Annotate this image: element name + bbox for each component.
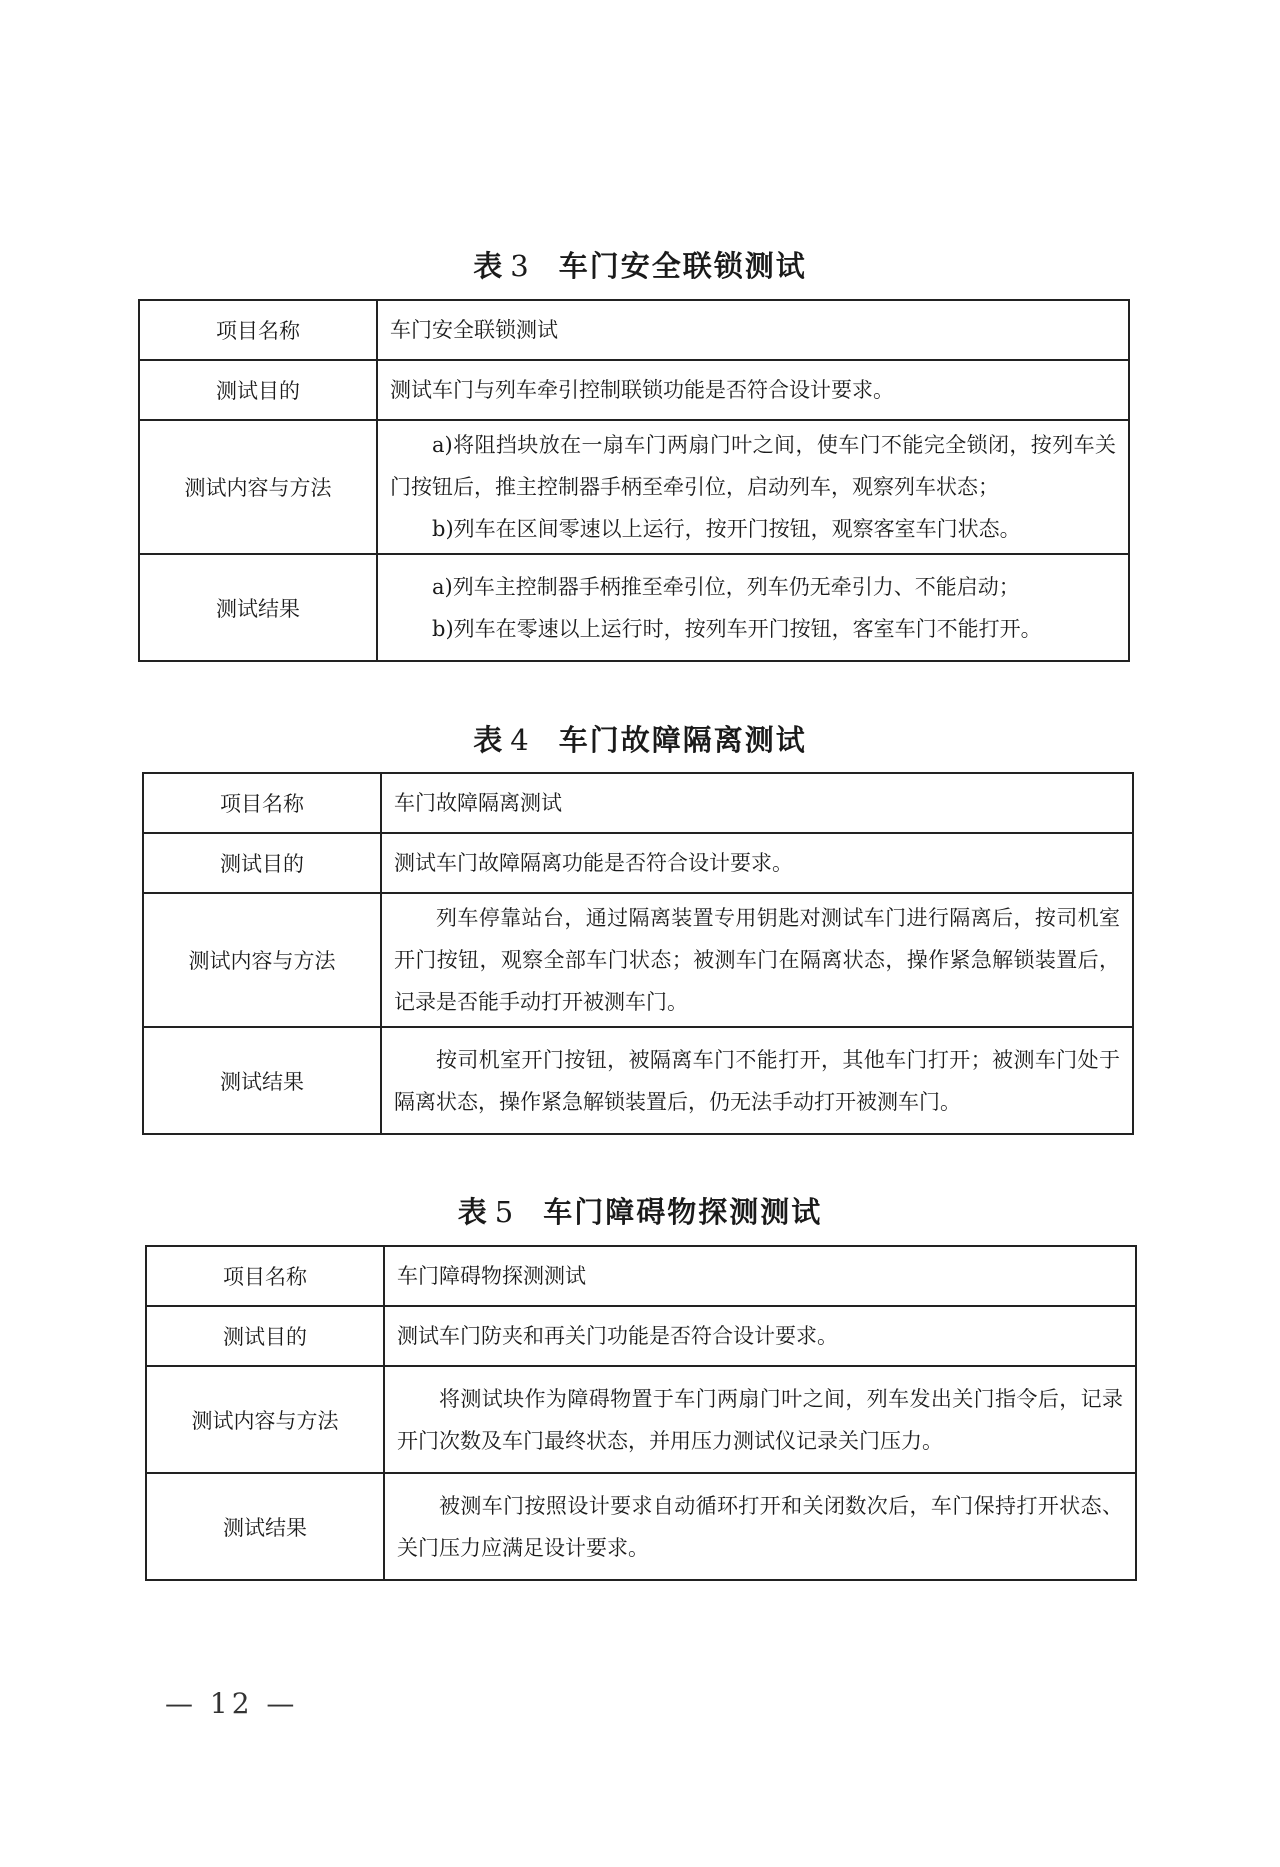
row-key: 测试内容与方法 <box>146 1366 384 1473</box>
table-label: 表 <box>457 1195 489 1229</box>
row-paragraph: 列车停靠站台，通过隔离装置专用钥匙对测试车门进行隔离后，按司机室开门按钮，观察全部车门状态；被测车门在隔离状态，操作紧急解锁装置后，记录是否能手动打开被测车门。 <box>394 906 1120 1014</box>
table-5-title <box>0 1190 1280 1231</box>
table-5 <box>145 1245 1137 1581</box>
table-row <box>139 554 1129 661</box>
table-row <box>146 1473 1136 1580</box>
table-label: 表 <box>473 249 505 283</box>
row-key: 测试目的 <box>143 833 381 893</box>
table-3-title <box>0 244 1280 285</box>
row-key: 测试结果 <box>143 1027 381 1134</box>
row-key: 项目名称 <box>146 1246 384 1306</box>
row-value <box>384 1473 1136 1580</box>
table-row <box>143 893 1133 1027</box>
row-key: 项目名称 <box>139 300 377 360</box>
row-key: 测试结果 <box>139 554 377 661</box>
page-number: — 12 — <box>165 1687 299 1720</box>
row-paragraph: b)列车在区间零速以上运行，按开门按钮，观察客室车门状态。 <box>432 517 1021 541</box>
table-row <box>146 1366 1136 1473</box>
row-value <box>384 1246 1136 1306</box>
table-row <box>143 1027 1133 1134</box>
row-key: 测试目的 <box>139 360 377 420</box>
row-paragraph: a)列车主控制器手柄推至牵引位，列车仍无牵引力、不能启动； <box>432 574 1020 599</box>
row-key: 项目名称 <box>143 773 381 833</box>
row-paragraph: 测试车门防夹和再关门功能是否符合设计要求。 <box>397 1324 838 1348</box>
row-value <box>384 1366 1136 1473</box>
row-value <box>377 420 1129 554</box>
row-key: 测试内容与方法 <box>143 893 381 1027</box>
row-paragraph: 车门安全联锁测试 <box>390 318 558 342</box>
table-title-text: 车门安全联锁测试 <box>558 249 807 283</box>
table-title-text: 车门故障隔离测试 <box>558 723 807 757</box>
row-paragraph: 被测车门按照设计要求自动循环打开和关闭数次后，车门保持打开状态、关门压力应满足设计要求。 <box>397 1493 1123 1560</box>
row-paragraph: 车门故障隔离测试 <box>394 791 562 815</box>
row-value <box>381 893 1133 1027</box>
table-number: 5 <box>494 1195 516 1229</box>
table-row <box>143 833 1133 893</box>
row-paragraph: 按司机室开门按钮，被隔离车门不能打开，其他车门打开；被测车门处于隔离状态，操作紧急解锁装置后，仍无法手动打开被测车门。 <box>394 1047 1120 1114</box>
row-value <box>381 833 1133 893</box>
row-value <box>377 360 1129 420</box>
table-row <box>139 300 1129 360</box>
row-value <box>377 300 1129 360</box>
row-paragraph: 测试车门故障隔离功能是否符合设计要求。 <box>394 851 793 875</box>
row-value <box>384 1306 1136 1366</box>
row-paragraph: 车门障碍物探测测试 <box>397 1264 586 1288</box>
table-row <box>146 1246 1136 1306</box>
table-number: 4 <box>510 723 531 757</box>
table-row <box>143 773 1133 833</box>
row-value <box>381 773 1133 833</box>
table-row <box>139 360 1129 420</box>
row-key: 测试目的 <box>146 1306 384 1366</box>
row-value <box>381 1027 1133 1134</box>
table-4-title <box>0 718 1280 759</box>
row-key: 测试结果 <box>146 1473 384 1580</box>
row-key: 测试内容与方法 <box>139 420 377 554</box>
table-label: 表 <box>473 723 505 757</box>
table-4 <box>142 772 1134 1135</box>
row-paragraph: a)将阻挡块放在一扇车门两扇门叶之间，使车门不能完全锁闭，按列车关门按钮后，推主控制器手柄至牵引位，启动列车，观察列车状态； <box>390 433 1116 499</box>
table-3 <box>138 299 1130 662</box>
row-paragraph: 将测试块作为障碍物置于车门两扇门叶之间，列车发出关门指令后，记录开门次数及车门最终状态，并用压力测试仪记录关门压力。 <box>397 1386 1123 1453</box>
row-value <box>377 554 1129 661</box>
table-row <box>146 1306 1136 1366</box>
table-title-text: 车门障碍物探测测试 <box>543 1195 823 1229</box>
table-row <box>139 420 1129 554</box>
row-paragraph: 测试车门与列车牵引控制联锁功能是否符合设计要求。 <box>390 378 894 402</box>
table-number: 3 <box>510 249 531 283</box>
row-paragraph: b)列车在零速以上运行时，按列车开门按钮，客室车门不能打开。 <box>432 616 1042 641</box>
